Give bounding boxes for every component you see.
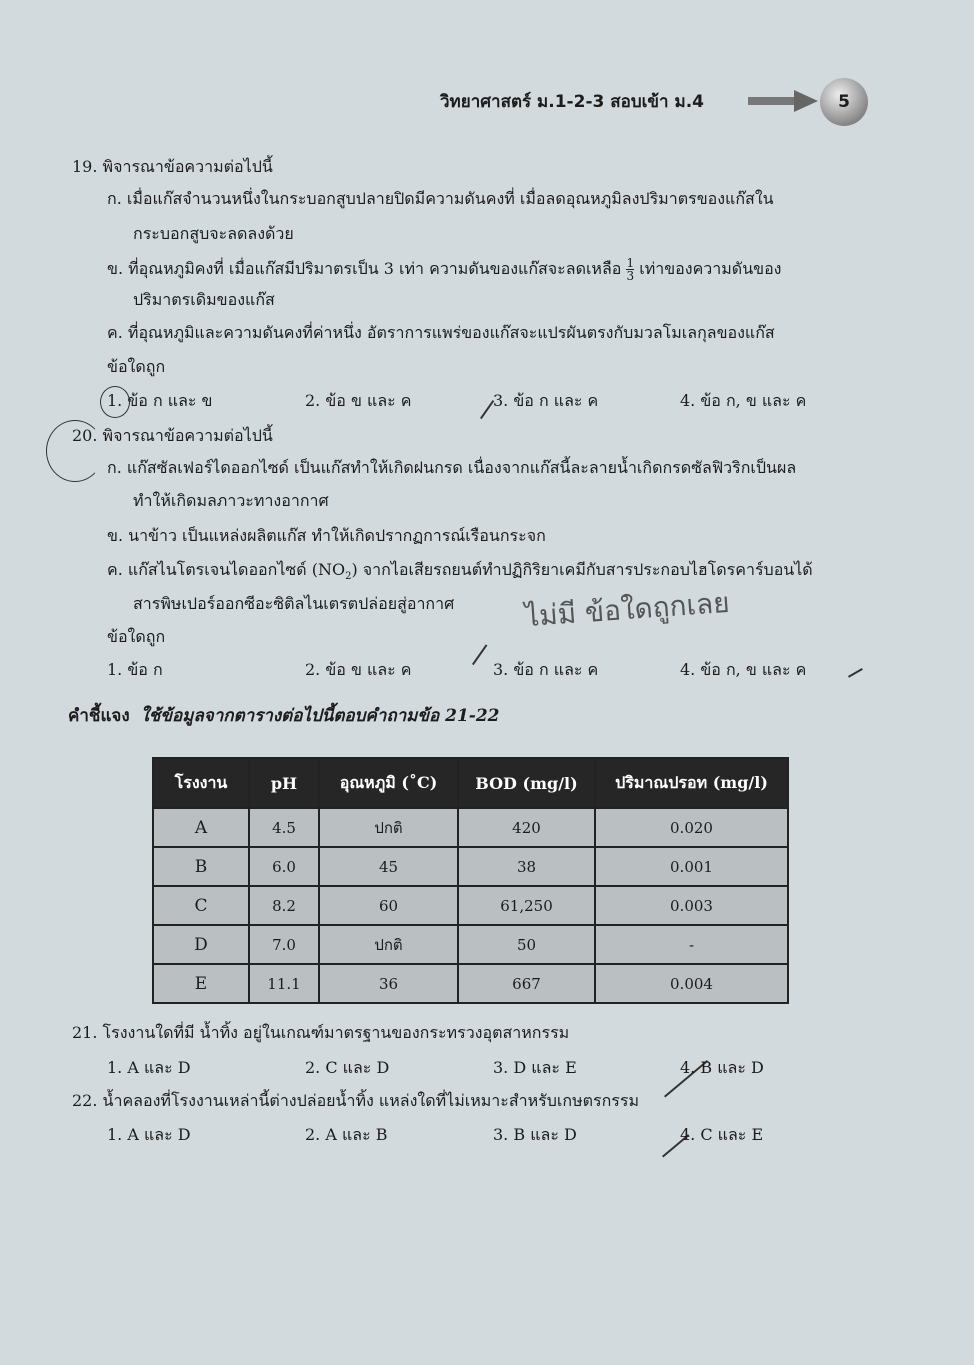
q20-prompt: ข้อใดถูก <box>107 627 166 646</box>
col-header-ph: pH <box>249 758 319 808</box>
instruction: คำชี้แจง ใช้ข้อมูลจากตารางต่อไปนี้ตอบคำถามข้อ 21-22 <box>68 706 500 726</box>
table-cell: 667 <box>458 964 595 1003</box>
q20-option-2[interactable]: 2. ข้อ ข และ ค <box>305 660 412 679</box>
table-cell: 0.003 <box>595 886 788 925</box>
q19-item-a-cont: กระบอกสูบจะลดลงด้วย <box>133 224 294 243</box>
q19-prompt: ข้อใดถูก <box>107 357 166 376</box>
table-cell: 50 <box>458 925 595 964</box>
cross-mark <box>472 644 487 665</box>
table-cell: ปกติ <box>319 808 458 847</box>
q19-option-3[interactable]: 3. ข้อ ก และ ค <box>493 391 599 410</box>
table-cell: C <box>153 886 249 925</box>
table-cell: 11.1 <box>249 964 319 1003</box>
table-cell: 45 <box>319 847 458 886</box>
q19-item-c: ค. ที่อุณหภูมิและความดันคงที่ค่าหนึ่ง อัตราการแพร่ของแก๊สจะแปรผันตรงกับมวลโมเลกุลของแก๊ส <box>107 323 775 342</box>
table-cell: 8.2 <box>249 886 319 925</box>
q21-option-4[interactable]: 4. B และ D <box>680 1058 764 1077</box>
table-row <box>153 886 788 925</box>
table-cell: E <box>153 964 249 1003</box>
q20-option-3[interactable]: 3. ข้อ ก และ ค <box>493 660 599 679</box>
q22-option-3[interactable]: 3. B และ D <box>493 1125 577 1144</box>
q19-option-1[interactable]: 1. ข้อ ก และ ข <box>107 391 213 410</box>
q20-item-a: ก. แก๊สซัลเฟอร์ไดออกไซด์ เป็นแก๊สทำให้เกิดฝนกรด เนื่องจากแก๊สนี้ละลายน้ำเกิดกรดซัลฟิวริกเป็นผล <box>107 458 797 477</box>
table-cell: 6.0 <box>249 847 319 886</box>
q19-item-b-cont: ปริมาตรเดิมของแก๊ส <box>133 290 275 309</box>
q21-stem: 21. โรงงานใดที่มี น้ำทิ้ง อยู่ในเกณฑ์มาตรฐานของกระทรวงอุตสาหกรรม <box>72 1023 570 1042</box>
table-row <box>153 925 788 964</box>
header-title: วิทยาศาสตร์ ม.1-2-3 สอบเข้า ม.4 <box>440 92 705 112</box>
handwritten-note: ไม่มี ข้อใดถูกเลย <box>524 585 731 634</box>
q20-option-1[interactable]: 1. ข้อ ก <box>107 660 163 679</box>
table-cell: - <box>595 925 788 964</box>
q20-option-4[interactable]: 4. ข้อ ก, ข และ ค <box>680 660 807 679</box>
q20-stem: 20. พิจารณาข้อความต่อไปนี้ <box>72 426 273 445</box>
q20-item-c: ค. แก๊สไนโตรเจนไดออกไซด์ $(NO_2)$ จากไอเสียรถยนต์ทำปฏิกิริยาเคมีกับสารประกอบไฮโดรคาร์บอนได้ <box>107 560 813 583</box>
table-cell: A <box>153 808 249 847</box>
q22-stem: 22. น้ำคลองที่โรงงานเหล่านี้ต่างปล่อยน้ำทิ้ง แหล่งใดที่ไม่เหมาะสำหรับเกษตรกรรม <box>72 1091 640 1110</box>
col-header-factory: โรงงาน <box>153 758 249 808</box>
q21-option-2[interactable]: 2. C และ D <box>305 1058 390 1077</box>
factory-table <box>152 757 789 1004</box>
q22-option-2[interactable]: 2. A และ B <box>305 1125 388 1144</box>
table-cell: 60 <box>319 886 458 925</box>
col-header-temp: อุณหภูมิ (˚C) <box>319 758 458 808</box>
q19-stem: 19. พิจารณาข้อความต่อไปนี้ <box>72 157 273 176</box>
table-cell: D <box>153 925 249 964</box>
table-cell: 36 <box>319 964 458 1003</box>
q19-item-a: ก. เมื่อแก๊สจำนวนหนึ่งในกระบอกสูบปลายปิดมีความดันคงที่ เมื่อลดอุณหภูมิลงปริมาตรของแก๊สใน <box>107 189 774 208</box>
q19-option-4[interactable]: 4. ข้อ ก, ข และ ค <box>680 391 807 410</box>
q21-option-1[interactable]: 1. A และ D <box>107 1058 191 1077</box>
table-row <box>153 964 788 1003</box>
table-row <box>153 808 788 847</box>
table-cell: 0.001 <box>595 847 788 886</box>
page-number: 5 <box>820 78 868 126</box>
q19-item-b: ข. ที่อุณหภูมิคงที่ เมื่อแก๊สมีปริมาตรเป็น 3 เท่า ความดันของแก๊สจะลดเหลือ $\frac{1}{3}$ เท่าของความดันของ <box>107 256 782 283</box>
q22-option-4[interactable]: 4. C และ E <box>680 1125 764 1144</box>
q20-item-c-cont: สารพิษเปอร์ออกซีอะซิติลไนเตรตปล่อยสู่อากาศ <box>133 594 455 613</box>
table-cell: 0.004 <box>595 964 788 1003</box>
table-cell: 420 <box>458 808 595 847</box>
table-cell: 4.5 <box>249 808 319 847</box>
col-header-mercury: ปริมาณปรอท (mg/l) <box>595 758 788 808</box>
table-cell: 7.0 <box>249 925 319 964</box>
q20-item-a-cont: ทำให้เกิดมลภาวะทางอากาศ <box>133 491 329 510</box>
table-cell: 0.020 <box>595 808 788 847</box>
arrow-icon <box>748 90 818 112</box>
check-mark <box>848 668 863 678</box>
q21-option-3[interactable]: 3. D และ E <box>493 1058 577 1077</box>
table-row <box>153 847 788 886</box>
table-cell: 38 <box>458 847 595 886</box>
q22-option-1[interactable]: 1. A และ D <box>107 1125 191 1144</box>
table-cell: 61,250 <box>458 886 595 925</box>
q20-item-b: ข. นาข้าว เป็นแหล่งผลิตแก๊ส ทำให้เกิดปรากฏการณ์เรือนกระจก <box>107 526 546 545</box>
table-cell: ปกติ <box>319 925 458 964</box>
q19-option-2[interactable]: 2. ข้อ ข และ ค <box>305 391 412 410</box>
col-header-bod: BOD (mg/l) <box>458 758 595 808</box>
table-cell: B <box>153 847 249 886</box>
